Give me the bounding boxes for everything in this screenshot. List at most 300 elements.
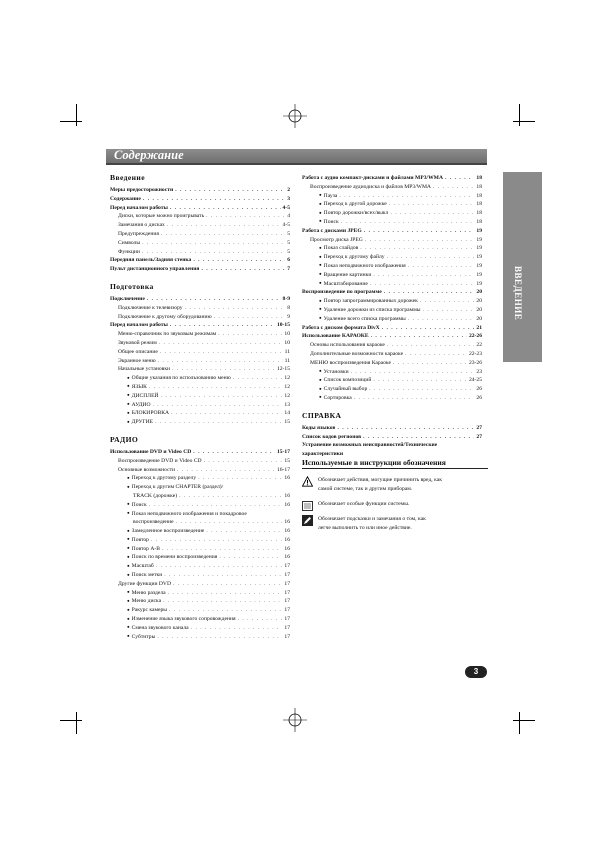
toc-leader-dots [365,236,475,245]
toc-entry [110,295,290,304]
toc-entry-title: характеристики [302,451,344,458]
section-side-tab [503,172,542,362]
toc-entry-title: Основные возможности [118,466,176,473]
toc-leader-dots [339,192,474,201]
toc-entry-page: 17 [284,624,290,631]
toc-entry-page: 2 [287,187,290,193]
toc-entry [110,606,290,615]
toc-entry [110,204,290,213]
toc-leader-dots [373,271,474,280]
toc-leader-dots [169,606,282,615]
toc-leader-dots [337,424,474,433]
toc-entry-title: Использование DVD и Video CD [110,448,192,455]
toc-entry-title: TRACK (дорожке) [133,492,178,499]
toc-entry-title: ● Показ неподвижного изображения и покадровое [110,510,247,519]
toc-entry [110,186,290,195]
toc-entry-title: ● Переход к другому файлу [302,253,385,262]
toc-leader-dots [156,562,283,571]
toc-entry-title: Воспроизведение DVD и Video CD [118,457,202,464]
toc-leader-dots [382,324,475,333]
toc-leader-dots [191,624,283,633]
toc-entry [110,348,290,357]
toc-entry-title: ● Список композиций [302,376,371,385]
toc-leader-dots [433,183,474,192]
toc-entry-title: ● Переход к другим CHAPTER (раздел)/ [110,483,223,492]
toc-entry-title: Подключение [110,295,145,302]
crop-mark [513,121,535,122]
toc-leader-dots [167,221,281,230]
toc-entry-title: Предупреждения [118,230,159,237]
toc-entry-page: 5 [287,230,290,237]
toc-entry [110,383,290,392]
toc-entry-page: 7 [287,266,290,273]
toc-entry-title: Основы использования караоке [310,342,385,349]
section-heading-prep: Подготовка [110,281,154,291]
toc-entry-title: ● Показ неподвижного изображения [302,262,406,271]
toc-entry-title: Коды языков [302,424,336,431]
toc-leader-dots [149,383,283,392]
toc-entry-page: 18 [476,175,482,181]
toc-entry-page: 23-26 [468,359,482,366]
toc-entry-title: Передняя панель/Задняя стенка [110,257,192,264]
toc-leader-dots [198,474,282,483]
page-number-badge: 3 [465,666,487,678]
tip-text-line: Обозначает подсказки и замечания о том, как [318,516,426,522]
toc-entry-title: ● Поиск по времени воспроизведения [110,553,217,562]
toc-entry-page: 18 [476,210,482,217]
toc-leader-dots [390,209,474,218]
toc-leader-dots [142,248,285,257]
toc-entry-page: 17 [284,607,290,614]
toc-entry-title: ● АУДИО [110,401,151,410]
toc-leader-dots [206,527,282,536]
toc-entry [110,457,290,466]
toc-entry-page: 16 [284,554,290,561]
toc-entry-page: 4-5 [282,204,290,211]
toc-entry [110,597,290,606]
toc-list-prep [110,295,290,427]
toc-entry-page: 19 [476,271,482,278]
toc-entry [110,501,290,510]
toc-leader-dots [405,350,467,359]
toc-entry-title: Меры предосторожности [110,187,174,193]
toc-entry [110,418,290,427]
toc-entry [302,236,482,245]
crop-mark [76,712,77,734]
page-title: Содержание [114,148,184,162]
toc-entry [110,265,290,274]
toc-entry-title: ● Удаление всего списка программы [302,315,406,324]
toc-entry [110,633,290,642]
toc-leader-dots [177,466,275,475]
toc-leader-dots [364,227,475,236]
toc-entry-page: 19 [476,227,482,234]
toc-entry-title: Звуковой режим [118,339,157,346]
toc-entry-page: 13 [284,401,290,408]
toc-leader-dots [161,230,285,239]
toc-leader-dots [170,204,281,213]
toc-entry-page: 16 [284,475,290,482]
toc-leader-dots [151,536,282,545]
toc-entry [302,424,482,433]
toc-entry-page: 19 [476,262,482,269]
toc-entry-title: ● Удаление дорожки из списка программы [302,306,421,315]
toc-entry [302,385,482,394]
toc-entry [302,253,482,262]
toc-list-reference [302,424,482,459]
toc-entry-page: 18 [476,183,482,190]
toc-entry [110,492,290,501]
toc-entry [110,321,290,330]
toc-leader-dots [393,359,467,368]
toc-entry-title: ● Масштаб [110,562,154,571]
toc-entry [110,553,290,562]
toc-entry [302,200,482,209]
toc-leader-dots [233,374,283,383]
toc-entry [302,332,482,341]
toc-leader-dots [142,239,285,248]
crop-mark [60,121,82,122]
toc-entry-title: Замечания о дисках [118,222,165,229]
toc-leader-dots [162,545,282,554]
toc-entry [110,374,290,383]
toc-entry-page: 19 [476,245,482,252]
toc-entry [110,483,290,492]
toc-entry-page: 21 [476,324,482,331]
toc-entry-title: ● Случайный выбор [302,385,367,394]
note-pad-icon [302,500,313,511]
toc-entry-page: 16 [284,545,290,552]
toc-entry-title: Диски, которые можно проигрывать [118,213,205,220]
toc-leader-dots [387,341,475,350]
toc-entry-title: Другие функции DVD [118,580,171,587]
toc-leader-dots [373,376,467,385]
toc-entry-page: 12 [284,392,290,399]
toc-entry-page: 20 [476,315,482,322]
toc-leader-dots [175,186,285,195]
toc-entry [302,183,482,192]
toc-entry [302,315,482,324]
toc-entry [110,221,290,230]
toc-entry-title: ● Установки [302,368,349,377]
toc-entry [302,192,482,201]
toc-entry-title: Меню-справочник по звуковым режимам [118,331,217,338]
toc-entry [110,365,290,374]
toc-entry-title: ● Изменение языка звукового сопровождения [110,615,236,624]
toc-entry [110,589,290,598]
toc-entry-title: Работа с аудио компакт-дисками и файлами MP3/WMA [302,175,444,181]
toc-entry [110,571,290,580]
toc-entry [110,518,290,527]
toc-leader-dots [170,321,275,330]
toc-entry-page: 11 [284,357,290,364]
toc-entry [302,433,482,442]
toc-entry-title: Воспроизведение по программе [302,289,382,296]
toc-leader-dots [218,330,282,339]
toc-entry-title: ● Поиск [110,501,147,510]
toc-entry-page: 10 [284,331,290,338]
toc-entry [110,230,290,239]
toc-leader-dots [369,385,474,394]
toc-entry [110,615,290,624]
toc-entry-page: 10-15 [276,322,290,329]
toc-entry-title: ● Субтитры [110,633,155,642]
crop-mark [513,720,535,721]
toc-entry-page: 16 [284,492,290,499]
toc-entry-page: 15-17 [276,448,290,455]
toc-entry [302,441,482,450]
toc-entry [302,324,482,333]
toc-entry-page: 17 [284,580,290,587]
toc-entry-title: Использование КАРАОКЕ [302,333,369,340]
section-heading-radio: РАДИО [110,434,139,444]
toc-entry-title: Работа с дисками JPEG [302,227,362,234]
toc-entry [110,357,290,366]
toc-entry-page: 17 [284,616,290,623]
toc-entry-title: ● Повтор A-B [110,545,160,554]
toc-entry-page: 23 [476,368,482,375]
toc-leader-dots [389,200,475,209]
toc-entry [302,218,482,227]
toc-entry [110,339,290,348]
page-header-bar [106,149,487,165]
toc-entry-page: 4-5 [282,222,290,229]
toc-leader-dots [159,339,283,348]
toc-entry-page: 27 [476,424,482,431]
toc-entry-title: ● Вращение картинки [302,271,371,280]
toc-entry [110,545,290,554]
toc-entry-title: ● Меню диска [110,597,161,606]
toc-entry-title: ● Поиск метки [110,571,162,580]
toc-entry [302,227,482,236]
crop-mark [76,104,77,126]
toc-entry-page: 8-9 [282,295,290,302]
toc-leader-dots [363,433,474,442]
warning-triangle-icon [302,476,313,487]
toc-entry [302,288,482,297]
toc-leader-dots [445,174,474,183]
toc-entry-title: Перед началом работы [110,204,168,211]
toc-entry [110,313,290,322]
feature-text: Обозначает особые функции системы. [318,501,410,507]
toc-entry-title: Дополнительные возможности караоке [310,350,404,357]
registration-mark-icon [283,708,307,732]
toc-entry [302,271,482,280]
toc-entry-page: 22-26 [468,333,482,340]
toc-entry-title: Перед началом работы [110,322,168,329]
toc-entry-page: 26 [476,394,482,401]
toc-leader-dots [423,306,475,315]
toc-entry-title: ● Повтор запрограммированных дорожек [302,297,418,306]
toc-entry-page: 18 [476,201,482,208]
toc-entry-title: Подключение к телевизору [118,304,183,311]
toc-entry [302,244,482,253]
toc-entry-title: воспроизведение [133,519,174,526]
toc-leader-dots [176,518,283,527]
toc-entry [110,212,290,221]
toc-entry [302,209,482,218]
crop-mark [519,712,520,734]
toc-entry [110,239,290,248]
toc-entry-page: 26 [476,386,482,393]
toc-entry [110,392,290,401]
registration-mark-icon [283,104,307,128]
toc-entry-page: 12 [284,375,290,382]
toc-entry-page: 11 [284,348,290,355]
toc-list-radio [110,448,290,642]
toc-leader-dots [408,262,475,271]
toc-entry-title: ● Сортировка [302,394,352,403]
warning-text-line: Обозначает действия, могущие причинить вред, как [318,477,442,483]
toc-entry [302,376,482,385]
toc-leader-dots [164,571,282,580]
toc-entry-page: 17 [284,563,290,570]
toc-entry-page: 12-15 [276,366,290,373]
toc-entry-page: 3 [287,195,290,202]
toc-entry-title: Пульт дистанционного управления [110,266,200,273]
toc-entry-page: 24-25 [468,377,482,384]
toc-entry-page: 6 [287,257,290,264]
toc-entry [110,256,290,265]
toc-entry-page: 14 [284,410,290,417]
toc-entry-page: 16 [284,528,290,535]
toc-entry-title: ● ДИСПЛЕЙ [110,392,159,401]
toc-leader-dots [201,265,285,274]
symbols-heading: Используемые в инструкции обозначения [302,458,488,469]
toc-leader-dots [354,394,475,403]
toc-entry-title: ● Повтор дорожки/всех/выкл [302,209,388,218]
toc-leader-dots [171,409,282,418]
toc-entry-title: Список кодов регионов [302,433,362,440]
toc-entry-title: Подключение к другому оборудованию [118,313,212,320]
toc-entry-title: Начальные установки [118,366,171,373]
toc-leader-dots [204,457,283,466]
toc-list-intro [110,186,290,274]
toc-left-column [110,174,290,641]
toc-leader-dots [387,253,475,262]
toc-entry-page: 16 [284,519,290,526]
toc-leader-dots [161,392,283,401]
toc-entry-title: Общее описание [118,348,158,355]
warning-text-line: самой системе, так и другим приборам. [318,485,413,492]
toc-entry-title: ● Масштабирование [302,280,368,289]
toc-entry-page: 15 [284,457,290,464]
toc-entry [110,448,290,457]
toc-entry-title: ● ЯЗЫК [110,383,147,392]
toc-entry [110,527,290,536]
toc-leader-dots [371,332,467,341]
toc-leader-dots [158,357,283,366]
toc-entry-page: 16 [284,536,290,543]
toc-entry [110,195,290,204]
toc-entry-page: 20 [476,289,482,296]
toc-entry [110,330,290,339]
toc-leader-dots [206,212,285,221]
toc-entry-page: 27 [476,433,482,440]
toc-entry-page: 4 [287,213,290,220]
toc-entry-title: ● ДРУГИЕ [110,418,153,427]
toc-entry [302,394,482,403]
toc-entry-title: ● Смена звукового канала [110,624,189,633]
toc-entry-page: 16-17 [276,466,290,473]
toc-leader-dots [172,365,275,374]
tip-text-line: легче выполнить то или иное действие. [318,524,412,531]
toc-entry-page: 22-23 [468,350,482,357]
toc-entry-page: 19 [476,280,482,287]
toc-entry-page: 10 [284,339,290,346]
toc-entry [110,248,290,257]
toc-entry-title: ● Показ слайдов [302,244,358,253]
toc-entry-title: Экранное меню [118,357,156,364]
toc-entry-page: 17 [284,589,290,596]
toc-entry-page: 19 [476,254,482,261]
toc-entry-title: Устранение возможных неисправностей/Технические [302,442,438,449]
toc-entry-page: 19 [476,236,482,243]
toc-entry [302,262,482,271]
toc-entry [302,297,482,306]
toc-entry [302,350,482,359]
toc-entry-title: Символы [118,239,141,246]
crop-mark [519,104,520,126]
toc-entry [302,174,482,183]
toc-entry-page: 9 [287,313,290,320]
toc-entry-title: Работа с диском формата DivX [302,324,380,331]
toc-leader-dots [179,492,282,501]
toc-leader-dots [153,401,283,410]
toc-leader-dots [163,597,282,606]
toc-entry-title: ● Переход к другой дорожке [302,200,387,209]
crop-mark [60,720,82,721]
toc-entry-title: ● Переход к другому разделу [110,474,196,483]
toc-entry [110,304,290,313]
toc-entry [110,466,290,475]
toc-entry-title: ● Меню раздела [110,589,166,598]
toc-leader-dots [173,580,282,589]
toc-leader-dots [143,195,285,204]
toc-leader-dots [193,448,275,457]
toc-leader-dots [341,218,475,227]
toc-entry-title: ● Повтор [110,536,149,545]
toc-entry-page: 20 [476,306,482,313]
toc-entry-page: 17 [284,572,290,579]
toc-entry [302,341,482,350]
toc-leader-dots [193,256,285,265]
toc-list-right [302,174,482,403]
toc-leader-dots [384,288,475,297]
toc-entry-title: МЕНЮ воспроизведения Караоке [310,359,391,366]
toc-entry-page: 5 [287,239,290,246]
toc-leader-dots [147,295,281,304]
toc-entry [110,474,290,483]
toc-entry-title: Функции [118,248,140,255]
toc-entry [110,409,290,418]
toc-entry-title: Содержание [110,195,141,202]
toc-entry-page: 16 [284,501,290,508]
toc-entry-page: 22 [476,342,482,349]
toc-entry-title: ● Общие указания по использованию меню [110,374,231,383]
toc-entry [110,562,290,571]
toc-leader-dots [185,304,286,313]
toc-leader-dots [149,501,283,510]
toc-entry [110,536,290,545]
toc-entry-title: ● Замедленное воспроизведение [110,527,204,536]
toc-leader-dots [351,368,475,377]
side-tab-label: ВВЕДЕНИЕ [513,266,523,321]
toc-entry-page: 18 [476,218,482,225]
toc-entry-page: 18 [476,192,482,199]
toc-leader-dots [370,280,475,289]
toc-entry-page: 12 [284,383,290,390]
